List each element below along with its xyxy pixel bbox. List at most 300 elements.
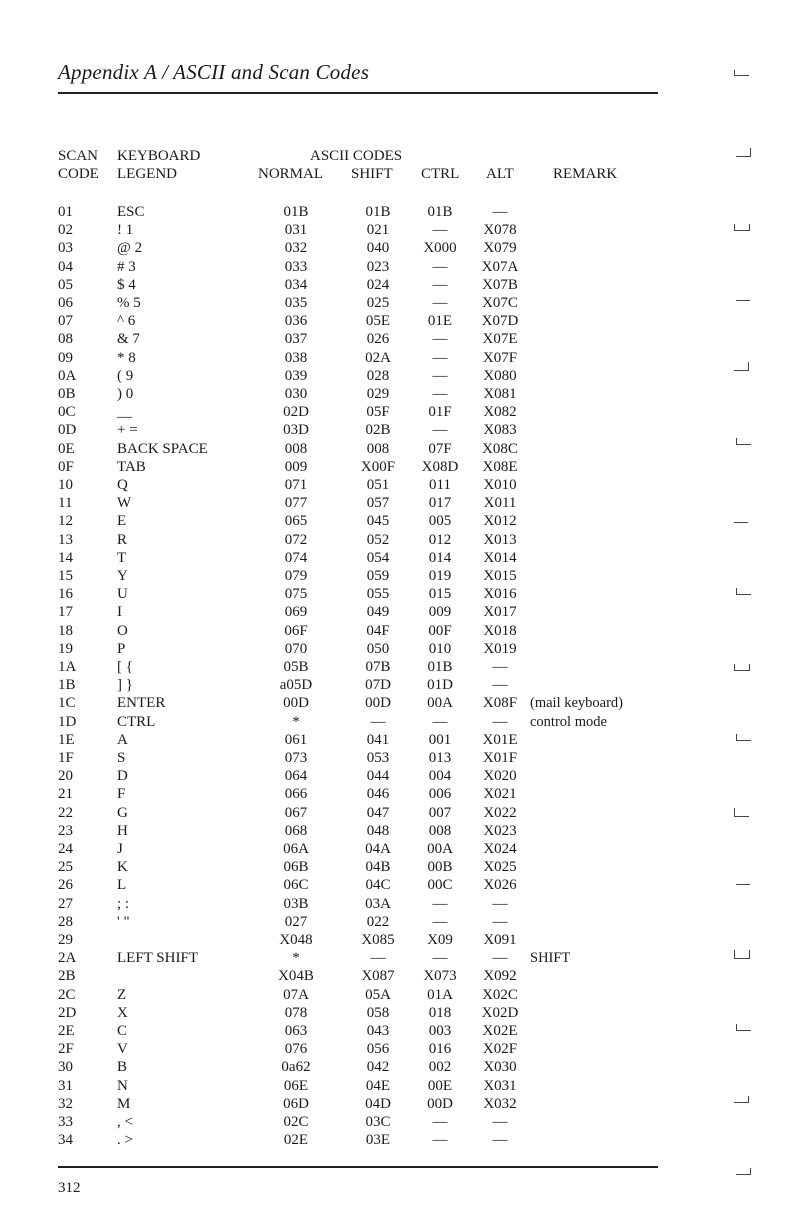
cell-ctrl: 01E (427, 313, 453, 330)
cell-shift: 047 (366, 804, 390, 821)
cell-key: P (117, 640, 126, 657)
cell-shift: 05F (366, 404, 390, 421)
cell-ctrl: 018 (428, 1004, 452, 1021)
cell-ctrl: 01B (427, 204, 453, 220)
cell-alt: — (492, 677, 508, 694)
cell-shift: 041 (366, 731, 390, 748)
cell-key: T (117, 549, 127, 566)
cell-alt: X083 (483, 422, 517, 439)
cell-shift: 057 (366, 495, 390, 512)
cell-key: # 3 (117, 258, 136, 275)
cell-shift: 03C (365, 1114, 391, 1130)
cell-key: ESC (117, 204, 145, 220)
normal-header: NORMAL (258, 166, 324, 182)
cell-scan: 03 (58, 240, 73, 257)
cell-scan: 29 (58, 932, 73, 948)
cell-shift: 049 (366, 604, 390, 621)
cell-scan: 2E (58, 1023, 75, 1039)
cell-alt: — (492, 1114, 508, 1130)
cell-shift: — (370, 950, 386, 967)
cell-normal: 036 (284, 313, 308, 330)
cell-shift: 022 (366, 913, 390, 930)
cell-key: G (117, 804, 128, 821)
cell-ctrl: 07F (428, 440, 452, 457)
cell-ctrl: 007 (428, 804, 452, 821)
cell-ctrl: — (432, 895, 448, 912)
cell-scan: 1E (58, 731, 75, 748)
cell-normal: 031 (284, 222, 308, 239)
cell-ctrl: 008 (428, 822, 452, 839)
cell-shift: 05A (365, 986, 391, 1003)
cell-shift: 021 (366, 222, 390, 239)
cell-alt: X07B (482, 276, 518, 293)
cell-scan: 33 (58, 1114, 73, 1130)
cell-shift: 025 (366, 295, 390, 311)
cell-scan: 1A (58, 659, 77, 675)
cell-scan: 0F (58, 458, 74, 475)
cell-ctrl: 005 (428, 513, 452, 530)
cell-alt: X080 (483, 367, 517, 384)
cell-alt: X02E (482, 1023, 518, 1039)
cell-ctrl: — (432, 331, 448, 348)
cell-ctrl: 01F (428, 404, 452, 421)
cell-alt: X07C (482, 295, 518, 311)
cell-normal: * (292, 950, 300, 967)
cell-alt: X081 (483, 386, 517, 402)
cell-scan: 15 (58, 568, 73, 584)
cell-key: W (117, 495, 132, 512)
cell-normal: 033 (284, 258, 308, 275)
cell-key: X (117, 1004, 128, 1021)
cell-ctrl: 01A (427, 986, 453, 1003)
cell-shift: 040 (366, 240, 390, 257)
cell-normal: 076 (284, 1041, 308, 1058)
cell-key: F (117, 786, 126, 803)
cell-shift: 045 (366, 513, 390, 530)
footer-rule (58, 1166, 658, 1168)
cell-ctrl: — (432, 950, 448, 967)
cell-scan: 30 (58, 1059, 73, 1076)
cell-ctrl: 00A (427, 695, 453, 712)
cell-alt: X014 (483, 549, 517, 566)
cell-key: Q (117, 477, 128, 493)
scan-header-line1: SCAN (58, 148, 99, 164)
cell-shift: 044 (366, 768, 390, 785)
cell-normal: 072 (284, 531, 308, 548)
cell-scan: 10 (58, 477, 73, 493)
cell-normal: 074 (284, 549, 308, 566)
cell-alt: X030 (483, 1059, 517, 1076)
cell-normal: 035 (284, 295, 308, 311)
cell-alt: X07D (481, 313, 519, 330)
cell-key: ( 9 (117, 367, 134, 384)
cell-normal: 009 (284, 458, 308, 475)
cell-key: ; : (117, 895, 130, 912)
cell-shift: 029 (366, 386, 390, 402)
cell-normal: 079 (284, 568, 308, 584)
cell-shift: 051 (366, 477, 390, 493)
cell-alt: X079 (483, 240, 517, 257)
cell-key: D (117, 768, 128, 785)
cell-scan: 0C (58, 404, 76, 421)
cell-alt: X022 (483, 804, 517, 821)
cell-shift: 056 (366, 1041, 390, 1058)
cell-normal: 06C (283, 877, 309, 894)
cell-ctrl: 00A (427, 841, 453, 857)
cell-alt: X025 (483, 859, 517, 876)
page-number: 312 (58, 1180, 81, 1196)
cell-alt: X013 (483, 531, 517, 548)
cell-key: E (117, 513, 127, 530)
cell-key: % 5 (117, 295, 141, 311)
cell-normal: 073 (284, 750, 308, 766)
cell-normal: 077 (284, 495, 308, 512)
cell-scan: 1F (58, 750, 74, 766)
cell-ctrl: X000 (423, 240, 457, 257)
cell-ctrl: 014 (428, 549, 452, 566)
cell-shift: 050 (366, 640, 390, 657)
cell-scan: 32 (58, 1095, 73, 1112)
ascii-codes-header: ASCII CODES (310, 148, 403, 164)
cell-alt: X078 (483, 222, 517, 239)
cell-ctrl: — (432, 913, 448, 930)
cell-shift: 054 (366, 549, 390, 566)
shift-header: SHIFT (351, 166, 393, 182)
cell-normal: 030 (284, 386, 308, 402)
cell-key: __ (117, 404, 132, 421)
cell-scan: 34 (58, 1132, 73, 1149)
cell-ctrl: 00C (427, 877, 453, 894)
cell-key: $ 4 (117, 276, 136, 293)
cell-ctrl: 00F (428, 622, 452, 639)
cell-ctrl: 004 (428, 768, 452, 785)
cell-shift: 04D (365, 1095, 391, 1112)
cell-remark: (mail keyboard) (530, 695, 624, 712)
cell-alt: X026 (483, 877, 517, 894)
cell-key: * 8 (117, 349, 136, 366)
cell-scan: 1D (58, 713, 77, 730)
cell-key: [ { (117, 659, 133, 675)
cell-scan: 08 (58, 331, 73, 348)
cell-normal: 03B (283, 895, 309, 912)
cell-normal: 066 (284, 786, 308, 803)
cell-shift: 03E (365, 1132, 391, 1149)
keyboard-header-line1: KEYBOARD (117, 148, 201, 164)
cell-alt: — (492, 659, 508, 675)
cell-scan: 2F (58, 1041, 74, 1058)
cell-key: LEFT SHIFT (117, 950, 198, 967)
cell-key: Y (117, 568, 128, 584)
cell-alt: — (492, 913, 508, 930)
cell-key: A (117, 731, 128, 748)
cell-scan: 05 (58, 276, 73, 293)
cell-normal: 0a62 (281, 1059, 311, 1076)
cell-key: & 7 (117, 331, 140, 348)
cell-scan: 23 (58, 822, 73, 839)
cell-ctrl: 012 (428, 531, 452, 548)
remark-header: REMARK (553, 166, 618, 182)
cell-normal: X048 (279, 932, 313, 948)
cell-scan: 2C (58, 986, 76, 1003)
cell-key: C (117, 1023, 128, 1039)
cell-key: TAB (117, 458, 146, 475)
cell-scan: 12 (58, 513, 73, 530)
cell-normal: 071 (284, 477, 308, 493)
cell-ctrl: — (432, 367, 448, 384)
cell-key: ] } (117, 677, 133, 694)
cell-key: R (117, 531, 128, 548)
cell-key: H (117, 822, 128, 839)
cell-alt: X07F (482, 349, 518, 366)
cell-ctrl: — (432, 258, 448, 275)
binding-edge-marks (728, 40, 768, 1190)
cell-scan: 20 (58, 768, 73, 785)
cell-scan: 28 (58, 913, 73, 930)
cell-normal: * (292, 713, 300, 730)
cell-scan: 25 (58, 859, 73, 876)
header-rule (58, 92, 658, 94)
cell-scan: 0E (58, 440, 75, 457)
cell-shift: X085 (361, 932, 395, 948)
cell-key: J (117, 841, 123, 857)
cell-ctrl: 006 (428, 786, 452, 803)
cell-key: M (117, 1095, 131, 1112)
cell-alt: X08F (482, 695, 518, 712)
scan-header-line2: CODE (58, 166, 99, 182)
cell-ctrl: — (432, 386, 448, 402)
cell-scan: 16 (58, 586, 73, 603)
cell-scan: 2D (58, 1004, 77, 1021)
cell-alt: X019 (483, 640, 517, 657)
page-title: Appendix A / ASCII and Scan Codes (58, 60, 370, 84)
cell-alt: — (492, 950, 508, 967)
cell-key: O (117, 622, 128, 639)
cell-scan: 1C (58, 695, 76, 712)
cell-ctrl: 01D (427, 677, 453, 694)
cell-scan: 02 (58, 222, 73, 239)
cell-ctrl: 010 (428, 640, 452, 657)
cell-ctrl: — (432, 1114, 448, 1130)
cell-shift: 055 (366, 586, 390, 603)
cell-shift: X087 (361, 968, 395, 985)
cell-key: B (117, 1059, 128, 1076)
cell-key: BACK SPACE (117, 440, 208, 457)
cell-shift: 026 (366, 331, 390, 348)
cell-normal: 032 (284, 240, 308, 257)
cell-ctrl: — (432, 295, 448, 311)
cell-remark: SHIFT (530, 950, 571, 967)
cell-key: . > (117, 1132, 133, 1149)
cell-alt: X07E (482, 331, 518, 348)
cell-normal: 064 (284, 768, 308, 785)
cell-ctrl: — (432, 276, 448, 293)
cell-normal: 039 (284, 367, 308, 384)
cell-ctrl: 009 (428, 604, 452, 621)
cell-normal: 07A (283, 986, 309, 1003)
cell-scan: 2A (58, 950, 77, 967)
cell-normal: 070 (284, 640, 308, 657)
cell-shift: 04B (365, 859, 391, 876)
cell-alt: X01F (482, 750, 518, 766)
cell-normal: 06A (283, 841, 309, 857)
cell-ctrl: — (432, 1132, 448, 1149)
cell-alt: — (492, 1132, 508, 1149)
cell-ctrl: 016 (428, 1041, 452, 1058)
cell-scan: 1B (58, 677, 76, 694)
cell-alt: X018 (483, 622, 517, 639)
cell-key: ! 1 (117, 222, 134, 239)
cell-shift: 052 (366, 531, 390, 548)
ctrl-header: CTRL (421, 166, 460, 182)
cell-scan: 0D (58, 422, 77, 439)
cell-key: ) 0 (117, 386, 134, 402)
cell-shift: 053 (366, 750, 390, 766)
cell-normal: 008 (284, 440, 308, 457)
cell-ctrl: 017 (428, 495, 452, 512)
cell-ctrl: 00B (427, 859, 453, 876)
cell-normal: 06E (283, 1077, 309, 1094)
cell-shift: 07B (365, 659, 391, 675)
cell-alt: X011 (483, 495, 517, 512)
cell-shift: 07D (365, 677, 391, 694)
cell-key: CTRL (117, 713, 156, 730)
cell-ctrl: X08D (421, 458, 459, 475)
cell-normal: 02C (283, 1114, 309, 1130)
cell-scan: 26 (58, 877, 73, 894)
cell-alt: X092 (483, 968, 517, 985)
cell-ctrl: 001 (428, 731, 452, 748)
cell-alt: — (492, 895, 508, 912)
cell-shift: 03A (365, 895, 391, 912)
cell-scan: 01 (58, 204, 73, 220)
cell-normal: 00D (283, 695, 309, 712)
cell-ctrl: 019 (428, 568, 452, 584)
cell-alt: X010 (483, 477, 517, 493)
cell-scan: 27 (58, 895, 73, 912)
cell-normal: 068 (284, 822, 308, 839)
cell-normal: 06F (284, 622, 308, 639)
cell-normal: 063 (284, 1023, 308, 1039)
cell-ctrl: 013 (428, 750, 452, 766)
cell-normal: 02D (283, 404, 309, 421)
cell-normal: X04B (278, 968, 314, 985)
cell-alt: X08E (482, 458, 518, 475)
cell-shift: 04C (365, 877, 391, 894)
cell-scan: 2B (58, 968, 76, 985)
cell-key: ' " (117, 913, 130, 930)
cell-shift: 04A (365, 841, 391, 857)
cell-shift: 00D (365, 695, 391, 712)
cell-normal: 027 (284, 913, 308, 930)
cell-alt: X082 (483, 404, 517, 421)
cell-alt: X021 (483, 786, 517, 803)
cell-ctrl: — (432, 222, 448, 239)
cell-alt: X07A (481, 258, 519, 275)
cell-key: N (117, 1077, 128, 1094)
cell-ctrl: 002 (428, 1059, 452, 1076)
cell-key: S (117, 750, 126, 766)
cell-scan: 13 (58, 531, 73, 548)
cell-key: ^ 6 (117, 313, 136, 330)
cell-shift: 028 (366, 367, 390, 384)
cell-normal: 075 (284, 586, 308, 603)
cell-ctrl: X09 (427, 932, 453, 948)
cell-normal: 037 (284, 331, 308, 348)
cell-ctrl: 01B (427, 659, 453, 675)
cell-shift: — (370, 713, 386, 730)
cell-shift: 024 (366, 276, 390, 293)
cell-ctrl: 00E (427, 1077, 453, 1094)
cell-normal: 038 (284, 349, 308, 366)
cell-alt: X02C (482, 986, 518, 1003)
cell-normal: 078 (284, 1004, 308, 1021)
cell-normal: 06B (283, 859, 309, 876)
cell-alt: X01E (482, 731, 518, 748)
cell-alt: X024 (483, 841, 517, 857)
cell-alt: — (492, 204, 508, 220)
cell-normal: 034 (284, 276, 308, 293)
cell-normal: 069 (284, 604, 308, 621)
cell-key: U (117, 586, 128, 603)
cell-shift: 023 (366, 258, 390, 275)
cell-shift: 048 (366, 822, 390, 839)
cell-alt: X091 (483, 932, 517, 948)
cell-normal: 067 (284, 804, 308, 821)
cell-scan: 19 (58, 640, 73, 657)
cell-scan: 09 (58, 349, 73, 366)
cell-key: L (117, 877, 127, 894)
cell-shift: 008 (366, 440, 390, 457)
cell-shift: 046 (366, 786, 390, 803)
cell-scan: 31 (58, 1077, 73, 1094)
cell-scan: 17 (58, 604, 73, 621)
cell-normal: 02E (283, 1132, 309, 1149)
cell-shift: 02B (365, 422, 391, 439)
cell-shift: 04E (365, 1077, 391, 1094)
cell-shift: X00F (360, 458, 396, 475)
cell-alt: X031 (483, 1077, 517, 1094)
cell-scan: 0B (58, 386, 76, 402)
cell-scan: 14 (58, 549, 73, 566)
cell-alt: X012 (483, 513, 517, 530)
cell-ctrl: 015 (428, 586, 452, 603)
cell-key: @ 2 (117, 240, 143, 257)
cell-scan: 07 (58, 313, 73, 330)
cell-shift: 059 (366, 568, 390, 584)
cell-alt: X08C (482, 440, 518, 457)
cell-shift: 042 (366, 1059, 390, 1076)
cell-alt: X020 (483, 768, 517, 785)
cell-shift: 043 (366, 1023, 390, 1039)
cell-shift: 058 (366, 1004, 390, 1021)
cell-scan: 06 (58, 295, 73, 311)
cell-alt: X032 (483, 1095, 517, 1112)
cell-alt: X015 (483, 568, 517, 584)
cell-key: K (117, 859, 128, 876)
cell-scan: 0A (58, 367, 77, 384)
cell-normal: 05B (283, 659, 309, 675)
cell-normal: a05D (279, 677, 313, 694)
cell-key: ENTER (117, 695, 166, 712)
cell-normal: 06D (283, 1095, 309, 1112)
cell-shift: 04F (366, 622, 390, 639)
cell-alt: X02D (481, 1004, 519, 1021)
cell-scan: 21 (58, 786, 73, 803)
cell-scan: 04 (58, 258, 73, 275)
cell-scan: 22 (58, 804, 73, 821)
cell-key: + = (117, 422, 138, 439)
cell-scan: 18 (58, 622, 73, 639)
